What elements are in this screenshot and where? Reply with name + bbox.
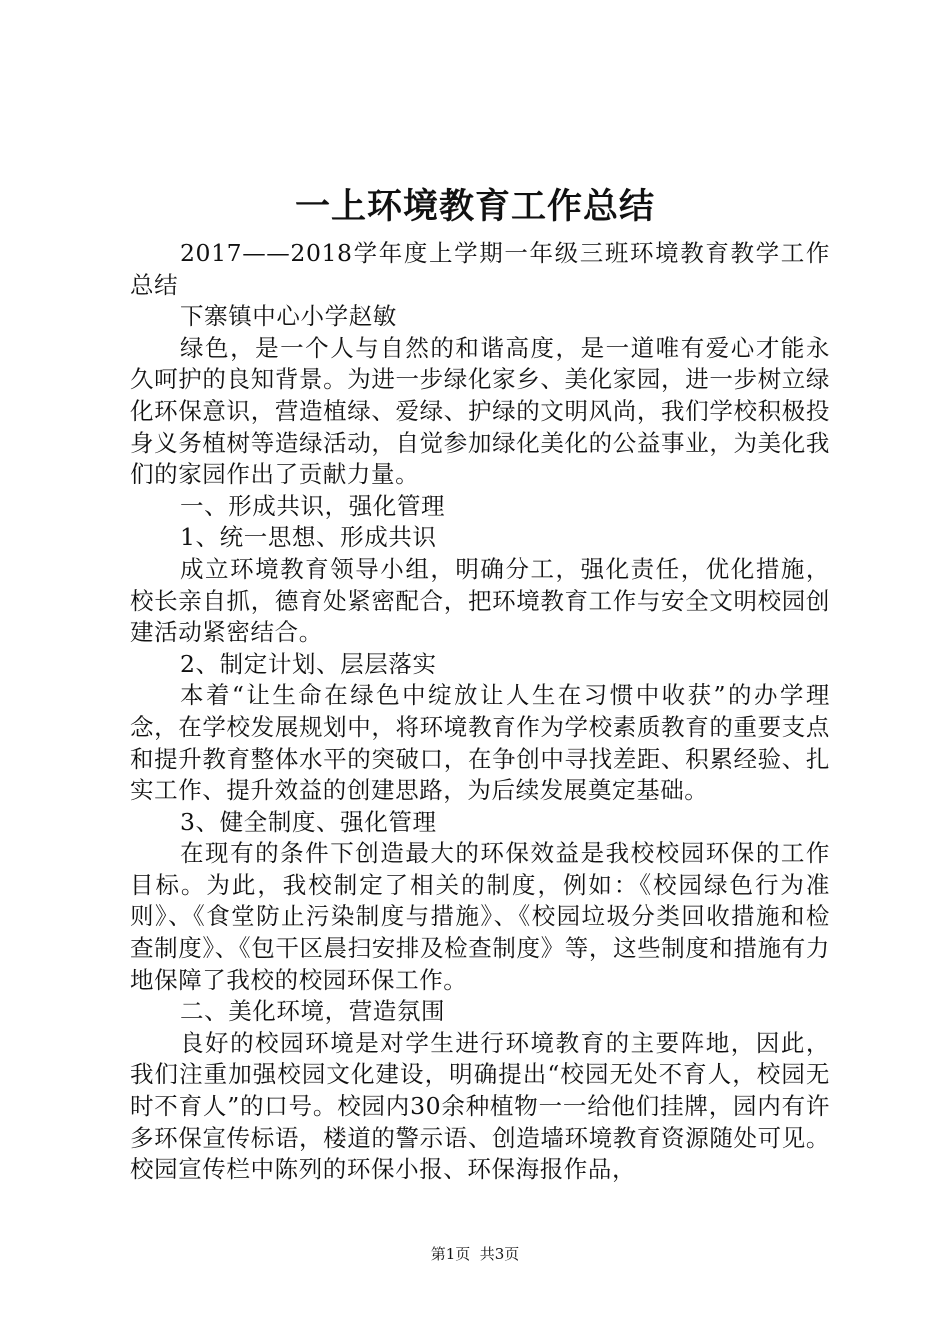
paragraph-intro: 绿色，是一个人与自然的和谐高度，是一道唯有爱心才能永久呵护的良知背景。为进一步绿化家乡、美化家园，进一步树立绿化环保意识，营造植绿、爱绿、护绿的文明风尚，我们学校积极投身义务植树等造绿活动，自觉参加绿化美化的公益事业，为美化我们的家园作出了贡献力量。 [130,333,830,489]
document-body [130,238,830,1186]
paragraph-subtitle: 2017——2018学年度上学期一年级三班环境教育教学工作总结 [130,239,830,299]
paragraph-1-2: 本着“让生命在绿色中绽放让人生在习惯中收获”的办学理念，在学校发展规划中，将环境教育作为学校素质教育的重要支点和提升教育整体水平的突破口，在争创中寻找差距、积累经验、扎实工作、提升效益的创建思路，为后续发展奠定基础。 [130,681,830,805]
subsection-heading-1-1: 1、统一思想、形成共识 [180,523,437,552]
paragraph-1-1: 成立环境教育领导小组，明确分工，强化责任，优化措施，校长亲自抓，德育处紧密配合，把环境教育工作与安全文明校园创建活动紧密结合。 [130,554,830,647]
paragraph-author: 下寨镇中心小学赵敏 [180,302,397,331]
paragraph-2: 良好的校园环境是对学生进行环境教育的主要阵地，因此，我们注重加强校园文化建设，明确提出“校园无处不育人，校园无时不育人”的口号。校园内30余种植物一一给他们挂牌，园内有许多环保宣传标语，楼道的警示语、创造墙环境教育资源随处可见。校园宣传栏中陈列的环保小报、环保海报作品， [130,1028,830,1184]
page-number-footer: 第1页 共3页 [430,1245,520,1263]
document-title: 一上环境教育工作总结 [294,186,655,227]
section-heading-1: 一、形成共识，强化管理 [180,491,446,520]
section-heading-2: 二、美化环境，营造氛围 [180,997,446,1026]
paragraph-1-3: 在现有的条件下创造最大的环保效益是我校校园环保的工作目标。为此，我校制定了相关的制度，例如：《校园绿色行为准则》、《食堂防止污染制度与措施》、《校园垃圾分类回收措施和检查制度》、《包干区晨扫安排及检查制度》等，这些制度和措施有力地保障了我校的校园环保工作。 [130,839,830,994]
subsection-heading-1-3: 3、健全制度、强化管理 [180,807,437,836]
subsection-heading-1-2: 2、制定计划、层层落实 [180,649,437,678]
